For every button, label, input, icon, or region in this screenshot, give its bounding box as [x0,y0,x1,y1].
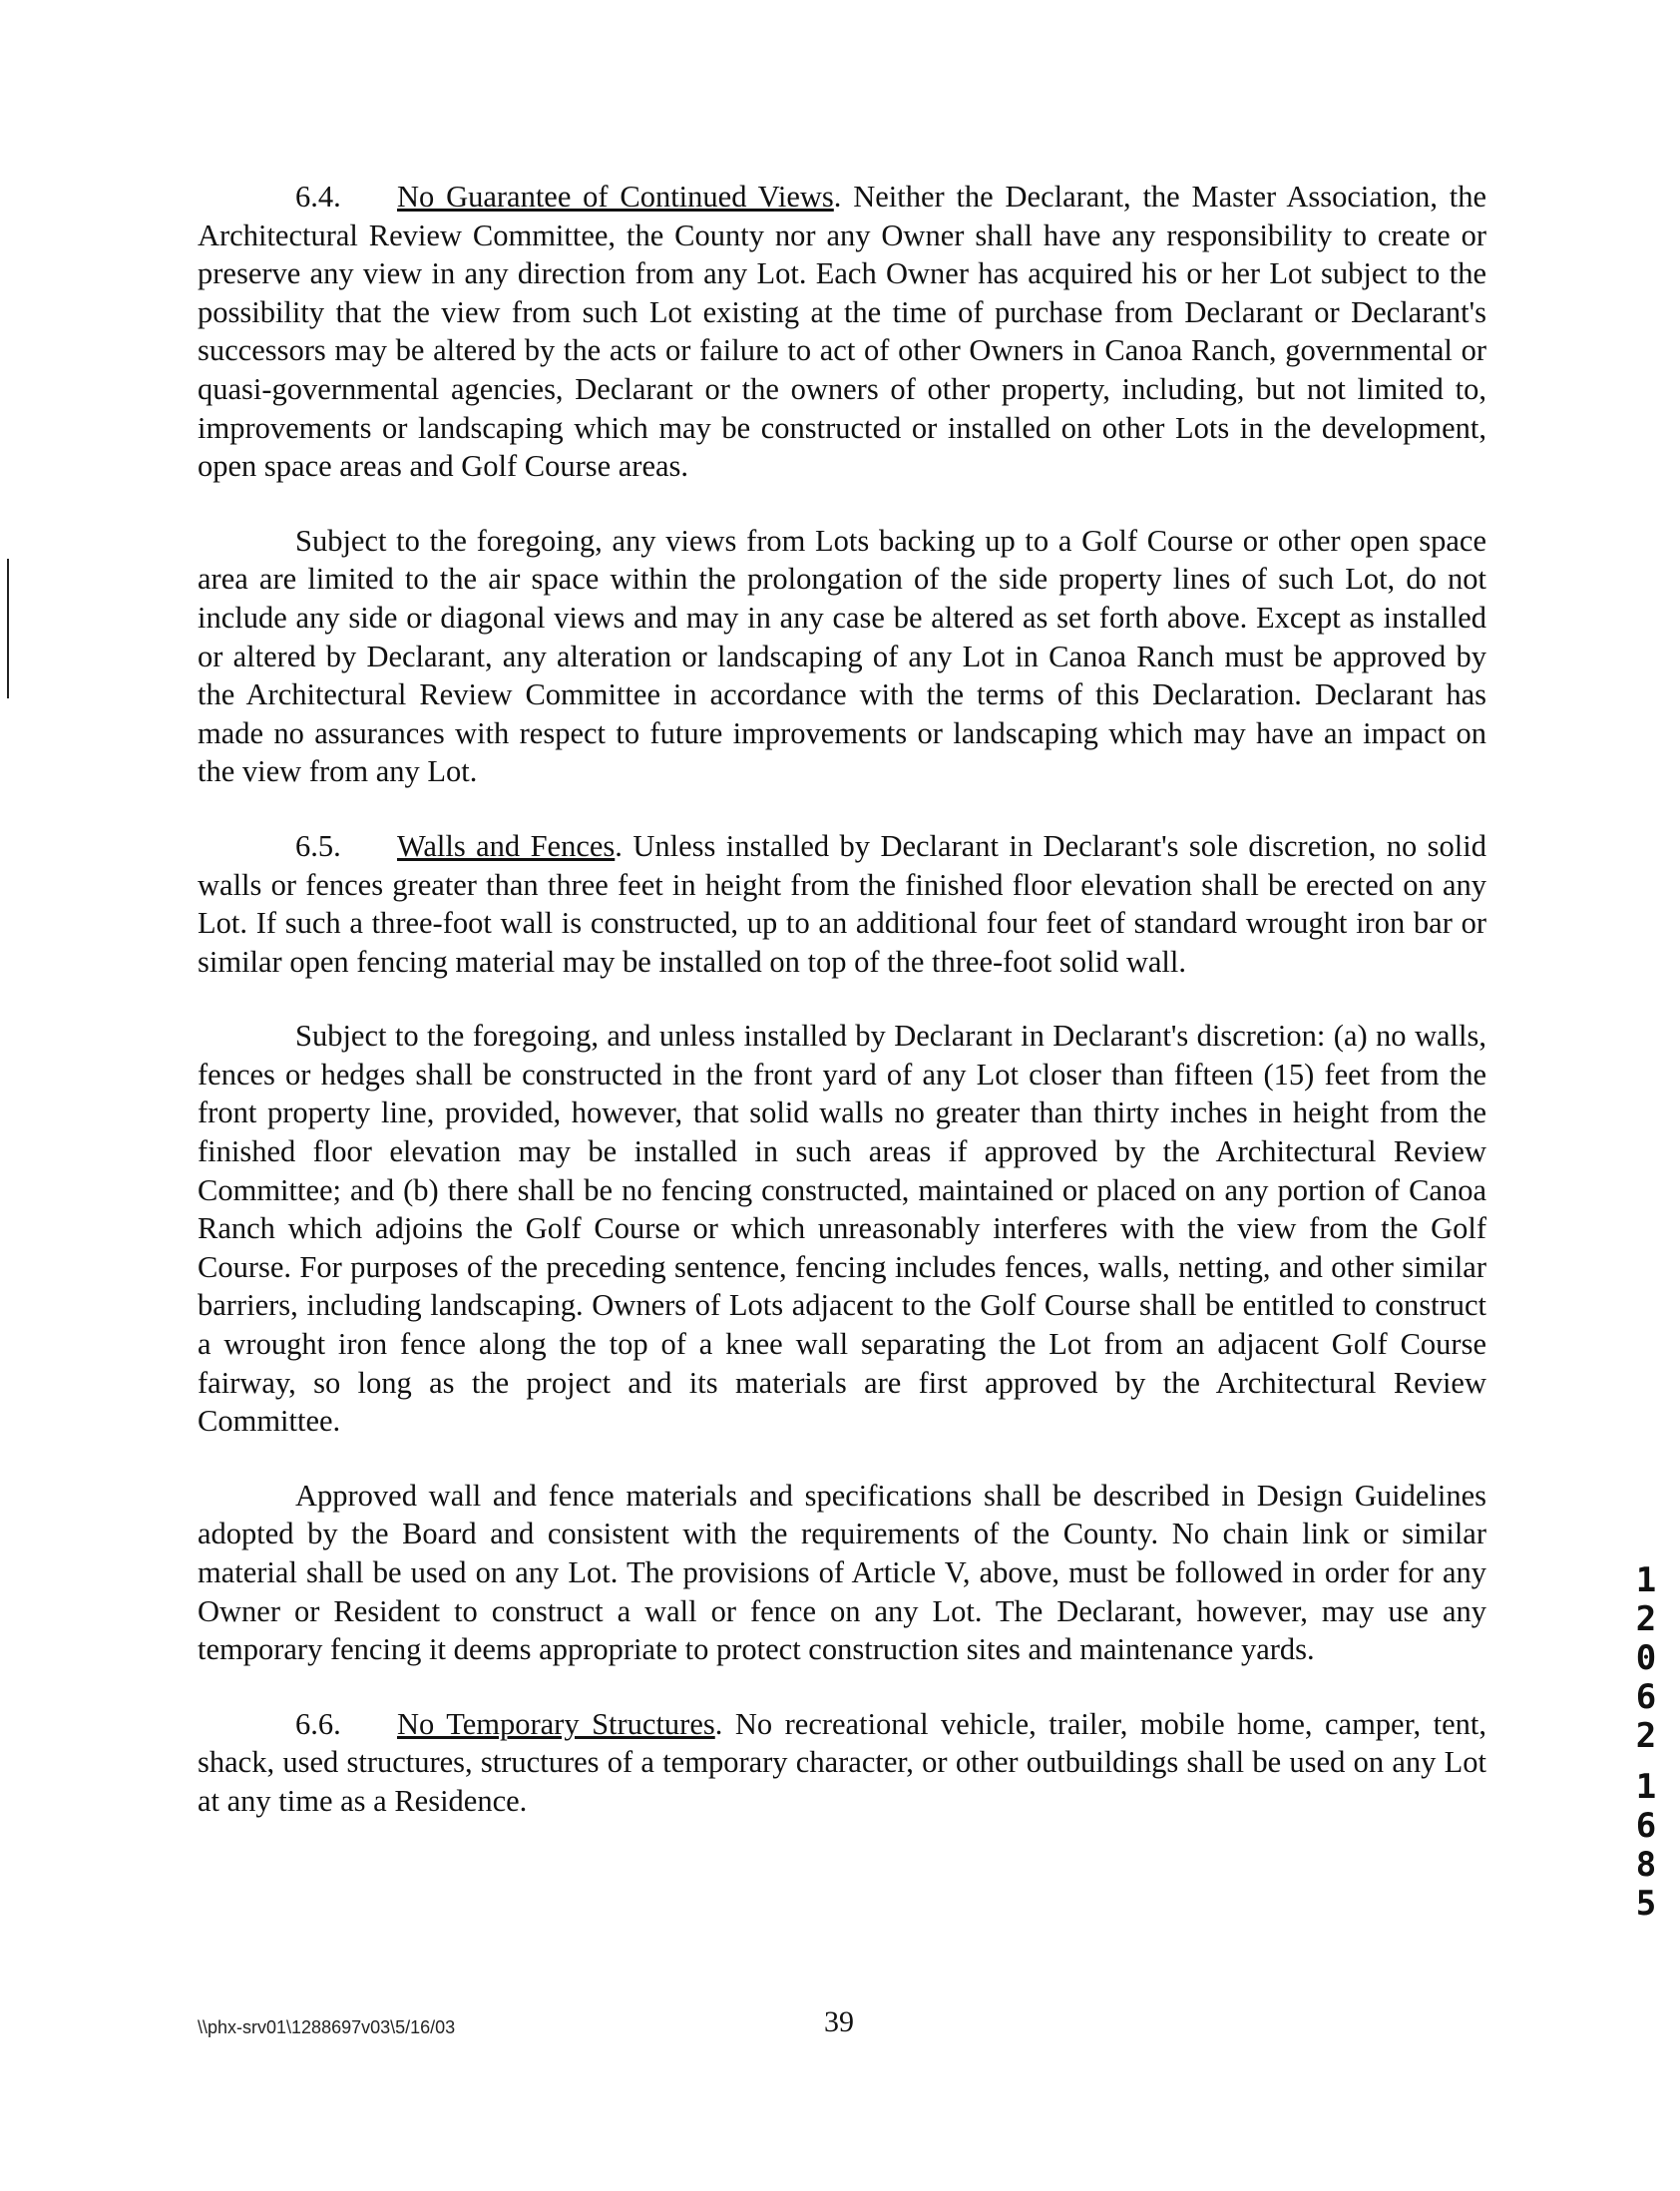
stamp-digit: 2 [1635,1599,1657,1639]
section-text: . Unless installed by Declarant in Declarant's sole discretion, no solid walls or fences greater than three feet in height from the finished floor elevation shall be erected on any Lot. If such a three-foot wall is constructed, up to an additional four feet of standard wrought iron bar or similar open fencing material may be installed on top of the three-foot solid wall. [198,828,1486,979]
paragraph-6-4-continued: Subject to the foregoing, any views from Lots backing up to a Golf Course or other open space area are limited to the air space within the prolongation of the side property lines of such Lot, do not include any side or diagonal views and may in any case be altered as set forth above. Except as installed or altered by Declarant, any alteration or landscaping of any Lot in Canoa Ranch must be approved by the Architectural Review Committee in accordance with the terms of this Declaration. Declarant has made no assurances with respect to future improvements or landscaping which may have an impact on the view from any Lot. [198,523,1486,789]
section-number: 6.5. [295,828,341,863]
stamp-digit: 0 [1635,1638,1657,1678]
section-number: 6.4. [295,180,341,214]
section-heading: No Temporary Structures [397,1706,715,1741]
section-text: . Neither the Declarant, the Master Association, the Architectural Review Committee, the County nor any Owner shall have any responsibility to create or preserve any view in any direction from any Lot. Each Owner has acquired his or her Lot subject to the possibility that the view from such Lot existing at the time of purchase from Declarant or Declarant's successors may be altered by the acts or failure to act of other Owners in Canoa Ranch, governmental or quasi-governmental agencies, Declarant or the owners of other property, including, but not limited to, improvements or landscaping which may be constructed or installed on other Lots in the development, open space areas and Golf Course areas. [198,180,1487,484]
stamp-digit: 6 [1635,1806,1657,1846]
stamp-digit: 1 [1635,1767,1657,1807]
margin-change-bar [7,559,9,698]
recording-stamp-bottom [1626,1768,1666,1924]
section-6-5 [198,827,1486,981]
stamp-digit: 6 [1635,1677,1657,1717]
section-heading: No Guarantee of Continued Views [397,180,834,214]
recording-stamp-top [1626,1561,1666,1756]
paragraph-6-5-materials: Approved wall and fence materials and specifications shall be described in Design Guidelines adopted by the Board and consistent with the requirements of the County. No chain link or similar material shall be used on any Lot. The provisions of Article V, above, must be followed in order for any Owner or Resident to construct a wall or fence on any Lot. The Declarant, however, may use any temporary fencing it deems appropriate to protect construction sites and maintenance yards. [198,1478,1486,1667]
section-text: . No recreational vehicle, trailer, mobile home, camper, tent, shack, used structures, structures of a temporary character, or other outbuildings shall be used on any Lot at any time as a Residence. [198,1706,1486,1818]
stamp-digit: 1 [1635,1560,1657,1600]
section-number: 6.6. [295,1706,341,1741]
document-body [198,178,1486,1857]
footer-file-path: \\phx-srv01\1288697v03\5/16/03 [198,2017,456,2037]
page-number: 39 [824,2005,854,2038]
paragraph-6-5-continued: Subject to the foregoing, and unless installed by Declarant in Declarant's discretion: (a) no walls, fences or hedges shall be constructed in the front yard of any Lot closer than fifteen (15) feet from the front property line, provided, however, that solid walls no greater than thirty inches in height from the finished floor elevation may be installed in such areas if approved by the Architectural Review Committee; and (b) there shall be no fencing constructed, maintained or placed on any portion of Canoa Ranch which adjoins the Golf Course or which unreasonably interferes with the view from the Golf Course. For purposes of the preceding sentence, fencing includes fences, walls, netting, and other similar barriers, including landscaping. Owners of Lots adjacent to the Golf Course shall be entitled to construct a wrought iron fence along the top of a knee wall separating the Lot from an adjacent Golf Course fairway, so long as the project and its materials are first approved by the Architectural Review Committee. [198,1019,1486,1439]
section-heading: Walls and Fences [397,828,616,863]
stamp-digit: 5 [1635,1884,1657,1924]
section-6-6 [198,1705,1486,1821]
stamp-digit: 8 [1635,1845,1657,1885]
section-6-4 [198,178,1486,486]
stamp-digit: 2 [1635,1716,1657,1756]
